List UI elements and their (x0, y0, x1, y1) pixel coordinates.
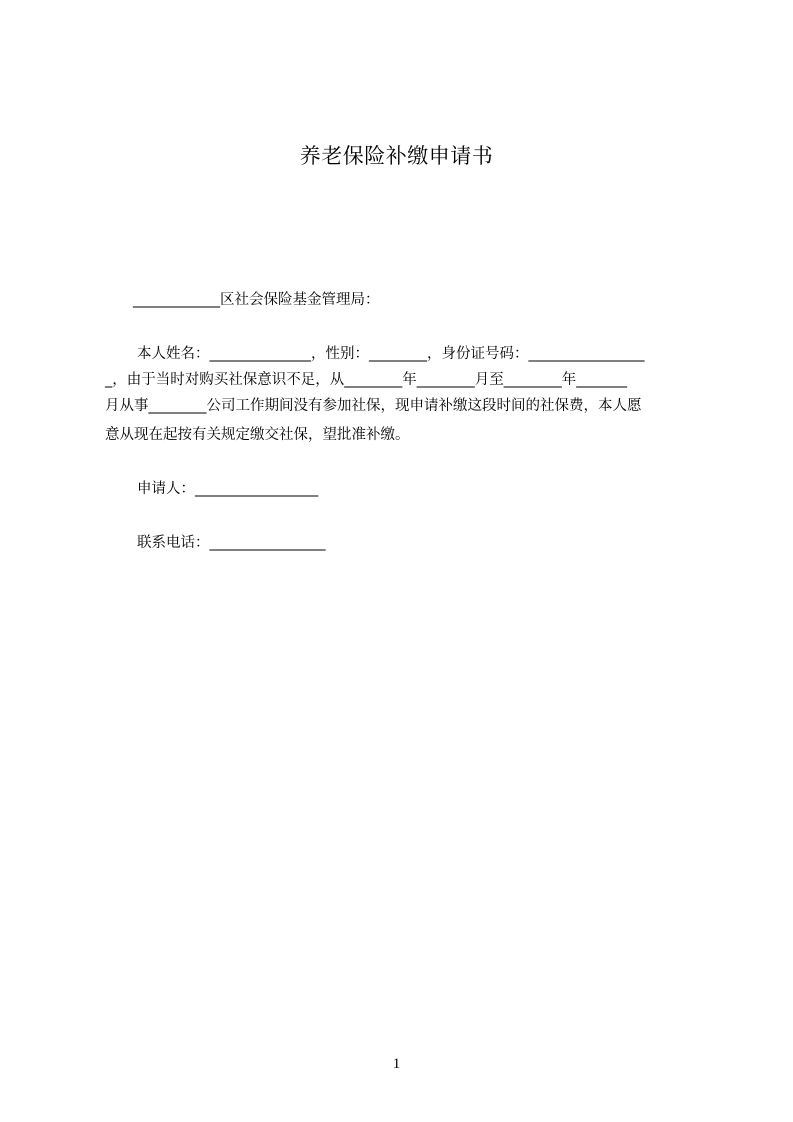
recipient-line: ____________区社会保险基金管理局： (133, 292, 380, 308)
page-number: 1 (392, 1056, 401, 1072)
body-line: 月从事________公司工作期间没有参加社保，现申请补缴这段时间的社保费，本人愿 (105, 398, 642, 414)
body-line: 本人姓名：______________，性别：________，身份证号码：________________ (137, 346, 645, 362)
phone-line: 联系电话：________________ (137, 535, 326, 551)
body-line: 意从现在起按有关规定缴交社保，望批准补缴。 (105, 427, 410, 443)
document-title: 养老保险补缴申请书 (299, 144, 494, 168)
applicant-line: 申请人：_________________ (137, 481, 319, 497)
body-line: _，由于当时对购买社保意识不足，从________年________月至________年_______ (105, 372, 627, 388)
